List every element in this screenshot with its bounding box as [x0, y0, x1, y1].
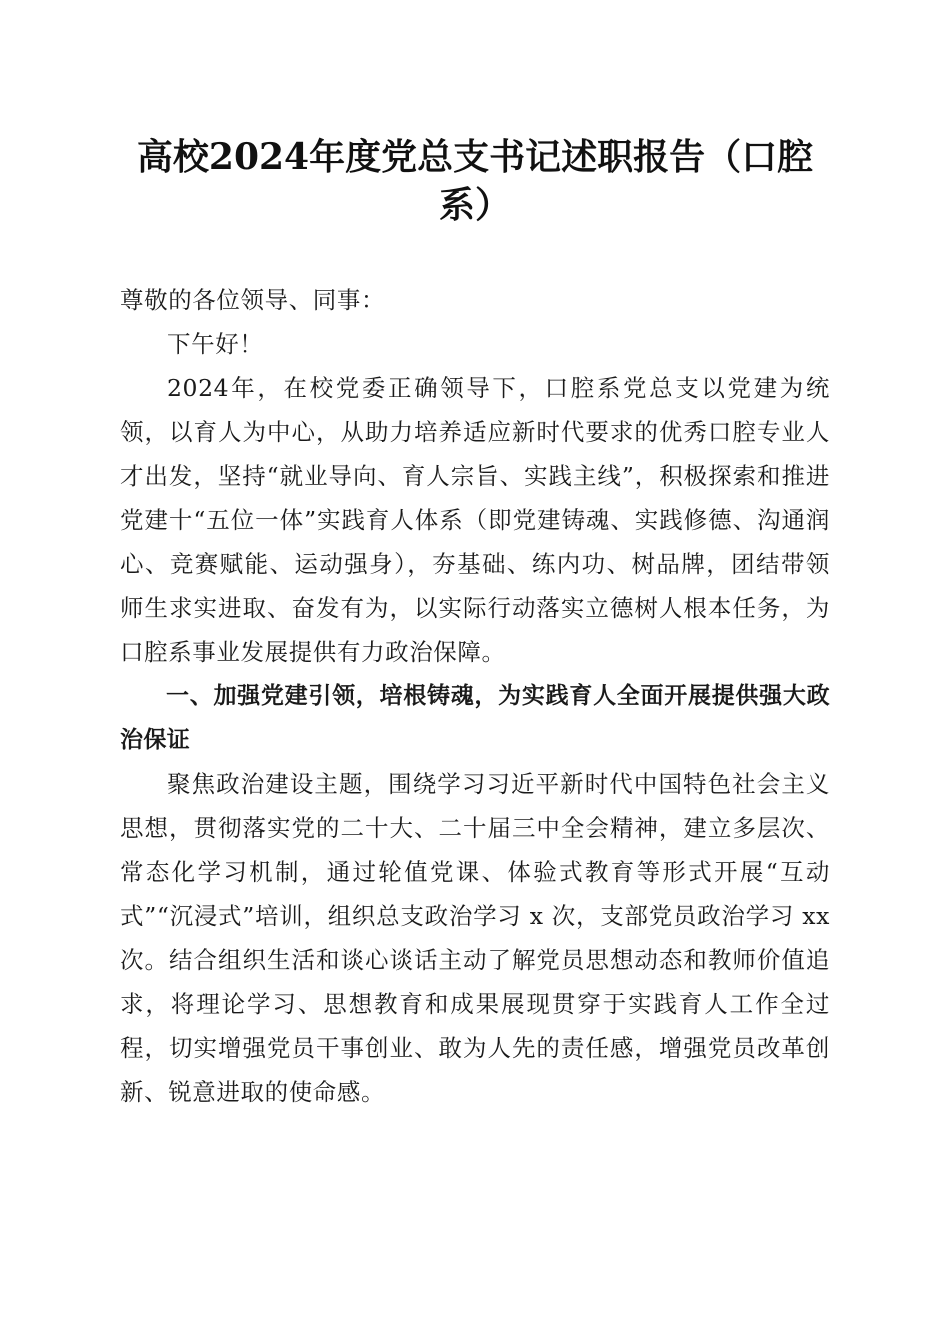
salutation: 尊敬的各位领导、同事：	[120, 286, 386, 314]
document-title: 高校2024年度党总支书记述职报告（口腔系）	[136, 136, 814, 226]
greeting: 下午好！	[167, 330, 264, 358]
section-heading-1: 一、加强党建引领，培根铸魂，为实践育人全面开展提供强大政治保证	[120, 683, 830, 753]
intro-paragraph: 2024年，在校党委正确领导下，口腔系党总支以党建为统领，以育人为中心，从助力培养适应新时代要求的优秀口腔专业人才出发，坚持“就业导向、育人宗旨、实践主线”，积极探索和推进党建十“五位一体”实践育人体系（即党建铸魂、实践修德、沟通润心、竞赛赋能、运动强身），夯基础、练内功、树品牌，团结带领师生求实进取、奋发有为，以实际行动落实立德树人根本任务，为口腔系事业发展提供有力政治保障。	[120, 374, 830, 666]
document-body	[120, 278, 830, 1114]
section-paragraph-1: 聚焦政治建设主题，围绕学习习近平新时代中国特色社会主义思想，贯彻落实党的二十大、二十届三中全会精神，建立多层次、常态化学习机制，通过轮值党课、体验式教育等形式开展“互动式”“沉浸式”培训，组织总支政治学习 x 次，支部党员政治学习 xx 次。结合组织生活和谈心谈话主动了解党员思想动态和教师价值追求，将理论学习、思想教育和成果展现贯穿于实践育人工作全过程，切实增强党员干事创业、敢为人先的责任感，增强党员改革创新、锐意进取的使命感。	[120, 770, 830, 1106]
